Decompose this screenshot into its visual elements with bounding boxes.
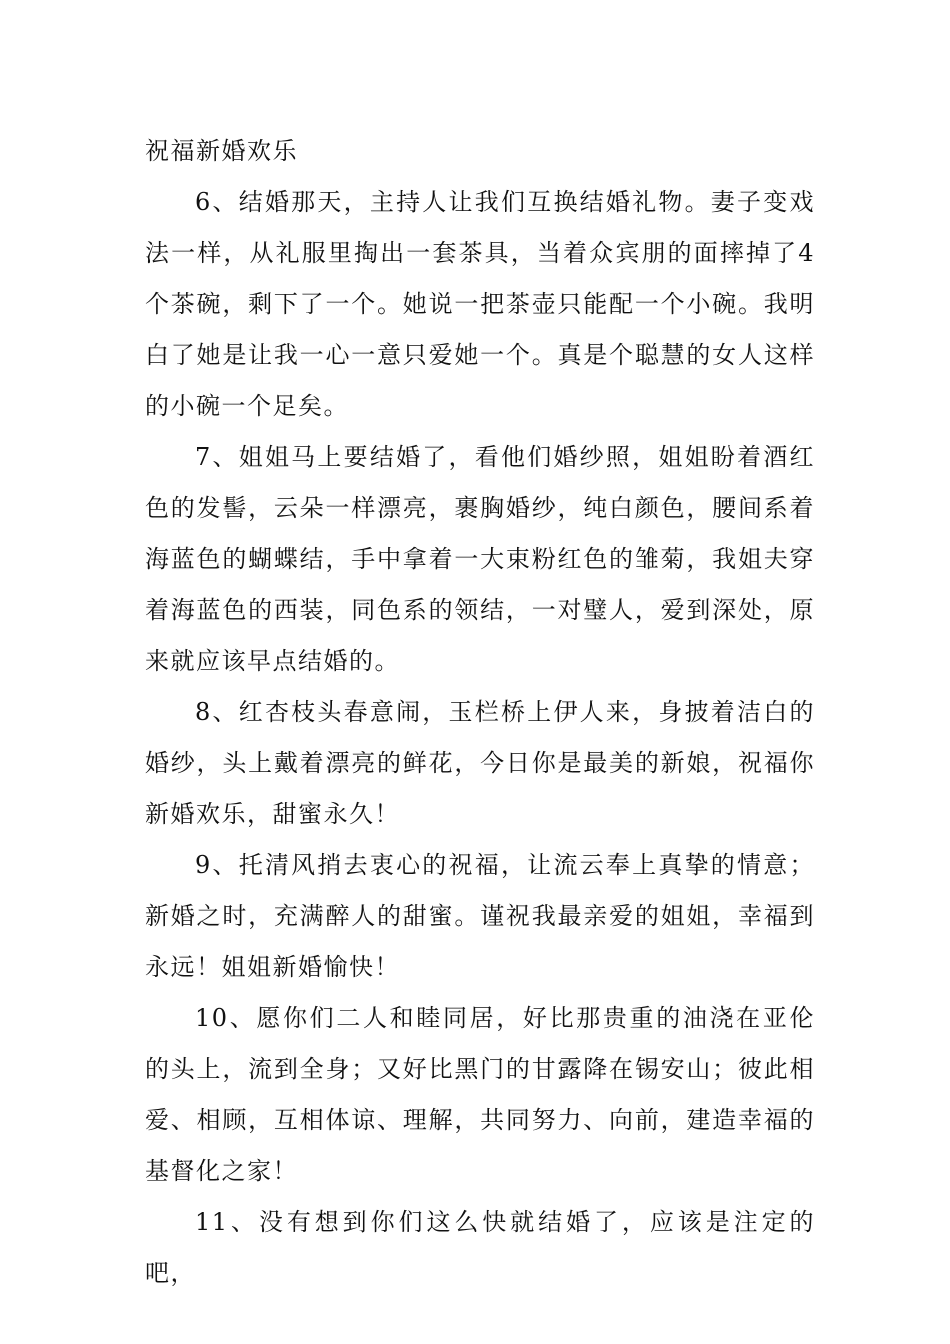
paragraph-10: 10、愿你们二人和睦同居，好比那贵重的油浇在亚伦的头上，流到全身；又好比黑门的甘露降在锡安山；彼此相爱、相顾，互相体谅、理解，共同努力、向前，建造幸福的基督化之家！ — [145, 1004, 815, 1185]
paragraph-8: 8、红杏枝头春意闹，玉栏桥上伊人来，身披着洁白的婚纱，头上戴着漂亮的鲜花，今日你是最美的新娘，祝福你新婚欢乐，甜蜜永久！ — [145, 698, 815, 828]
section-heading: 祝福新婚欢乐 — [145, 137, 298, 165]
paragraph-11: 11、没有想到你们这么快就结婚了，应该是注定的吧， — [145, 1208, 815, 1287]
paragraph-7: 7、姐姐马上要结婚了，看他们婚纱照，姐姐盼着酒红色的发髻，云朵一样漂亮，裹胸婚纱，纯白颜色，腰间系着海蓝色的蝴蝶结，手中拿着一大束粉红色的雏菊，我姐夫穿着海蓝色的西装，同色系的领结，一对璧人，爱到深处，原来就应该早点结婚的。 — [145, 443, 815, 675]
document-body — [145, 126, 815, 1299]
paragraph-9: 9、托清风捎去衷心的祝福，让流云奉上真挚的情意；新婚之时，充满醉人的甜蜜。谨祝我最亲爱的姐姐，幸福到永远！姐姐新婚愉快！ — [145, 851, 815, 981]
paragraph-6: 6、结婚那天，主持人让我们互换结婚礼物。妻子变戏法一样，从礼服里掏出一套茶具，当着众宾朋的面摔掉了4个茶碗，剩下了一个。她说一把茶壶只能配一个小碗。我明白了她是让我一心一意只爱她一个。真是个聪慧的女人这样的小碗一个足矣。 — [145, 188, 815, 420]
